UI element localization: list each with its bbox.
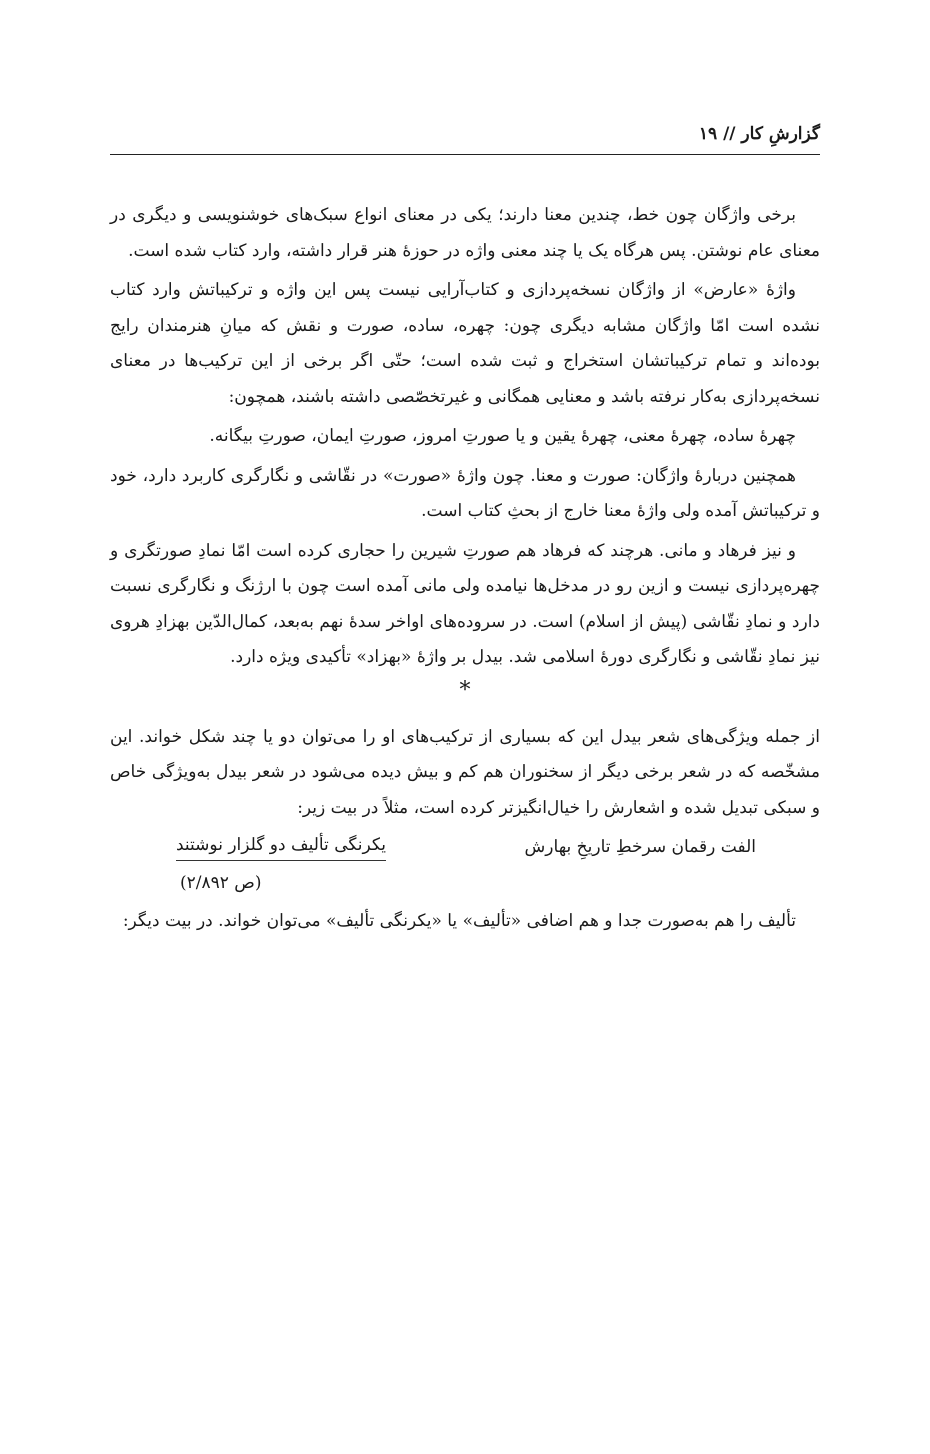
paragraph: و نیز فرهاد و مانی. هرچند که فرهاد هم صورتِ شیرین را حجاری کرده است امّا نمادِ صورتگری و چهره‌پردازی نیست و ازین رو در مدخل‌ها نیامده ولی مانی آمده است چون با ارژنگ و نگارگری نسبت دارد و نمادِ نقّاشی (پیش از اسلام) است. در سروده‌های اواخر سدهٔ نهم به‌بعد، کمال‌الدّین بهزادِ هروی نیز نمادِ نقّاشی و نگارگری دورهٔ اسلامی شد. بیدل بر واژهٔ «بهزاد» تأکیدی ویژه دارد.: [110, 540, 820, 667]
section-separator: *: [459, 677, 471, 703]
running-header: [110, 124, 820, 154]
verse-second-hemistich: یکرنگی تألیف دو گلزار نوشتند: [176, 830, 386, 861]
verse-reference: (ص ۲/۸۹۲): [180, 873, 262, 893]
paragraph: تألیف را هم به‌صورت جدا و هم اضافی «تألیف» یا «یکرنگی تألیف» می‌توان خواند. در بیت دیگر:: [122, 911, 796, 931]
paragraph: از جمله ویژگی‌های شعر بیدل این که بسیاری از ترکیب‌های او را می‌توان دو یا چند شکل خواند. این مشخّصه که در شعر برخی دیگر از سخنوران هم کم و بیش دیده می‌شود در شعر بیدل به‌ویژگی خاص و سبکی تبدیل شده و اشعارش را خیال‌انگیزتر کرده است، مثلاً در بیت زیر:: [110, 726, 820, 818]
paragraph: چهرهٔ ساده، چهرهٔ معنی، چهرهٔ یقین و یا صورتِ امروز، صورتِ ایمان، صورتِ بیگانه.: [209, 426, 796, 446]
paragraph: واژهٔ «عارض» از واژگان نسخه‌پردازی و کتاب‌آرایی نیست پس این واژه و ترکیباتش وارد کتاب نشده است امّا واژگان مشابه دیگری چون: چهره، ساده، صورت و نقش که میانِ هنرمندان رایج بوده‌اند و تمام ترکیباتشان استخراج و ثبت شده است؛ حتّی اگر برخی از این ترکیب‌ها در معنای نسخه‌پردازی به‌کار نرفته باشد و معنایی همگانی و غیرتخصّصی داشته باشند، همچون:: [110, 280, 820, 407]
page-body: [110, 198, 820, 944]
paragraph: همچنین دربارهٔ واژگان: صورت و معنا. چون واژهٔ «صورت» در نقّاشی و نگارگری کاربرد دارد، خود و ترکیباتش آمده ولی واژهٔ معنا خارج از بحثِ کتاب است.: [110, 465, 820, 521]
verse-first-hemistich: الفت رقمان سرخطِ تاریخِ بهارش: [524, 837, 756, 857]
poem-verse: [110, 830, 820, 900]
header-rule: [110, 154, 820, 155]
header-title: گزارشِ کار // ۱۹: [698, 124, 820, 144]
paragraph: برخی واژگان چون خط، چندین معنا دارند؛ یکی در معنای انواع سبک‌های خوشنویسی و دیگری در معنای عام نوشتن. پس هرگاه یک یا چند معنی واژه در حوزهٔ هنر قرار داشته، وارد کتاب شده است.: [110, 205, 820, 261]
